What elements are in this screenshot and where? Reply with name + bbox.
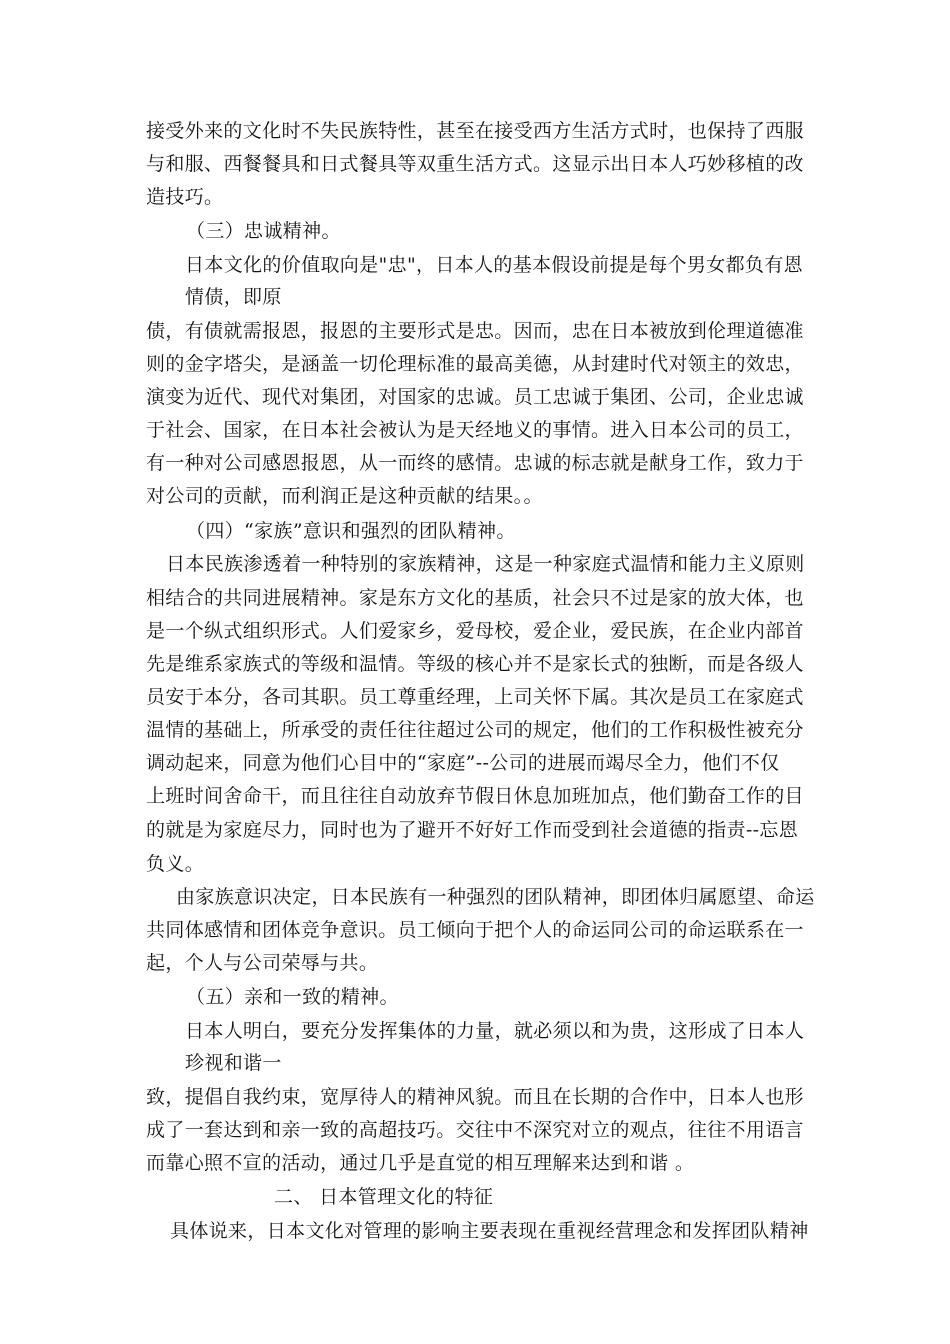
paragraph-line: 先是维系家族式的等级和温情。等级的核心并不是家长式的独断，而是各级人 <box>146 653 804 675</box>
paragraph-line: 演变为近代、现代对集团，对国家的忠诚。员工忠诚于集团、公司，企业忠诚 <box>146 386 804 408</box>
paragraph-line: 则的金字塔尖，是涵盖一切伦理标准的最高美德，从封建时代对领主的效忠， <box>146 353 804 375</box>
paragraph-line: 共同体感情和团体竞争意识。员工倾向于把个人的命运同公司的命运联系在一 <box>146 919 804 941</box>
paragraph-line: 债，有债就需报恩，报恩的主要形式是忠。因而，忠在日本被放到伦理道德准 <box>146 320 804 342</box>
paragraph-line: 员安于本分，各司其职。员工尊重经理，上司关怀下属。其次是员工在家庭式 <box>146 686 804 708</box>
paragraph-line: 日本文化的价值取向是"忠"，日本人的基本假设前提是每个男女都负有恩 <box>185 254 804 276</box>
section-heading-5: （五）亲和一致的精神。 <box>186 986 399 1008</box>
paragraph-line: 日本人明白，要充分发挥集体的力量，就必须以和为贵，这形成了日本人 <box>185 1020 805 1042</box>
section-heading-4: （四）“家族”意识和强烈的团队精神。 <box>186 520 516 542</box>
section-heading-2: 二、 日本管理文化的特征 <box>274 1186 494 1208</box>
paragraph-line: 而靠心照不宣的活动，通过几乎是直觉的相互理解来达到和谐 。 <box>146 1152 695 1174</box>
paragraph-line: 是一个纵式组织形式。人们爱家乡，爱母校，爱企业，爱民族，在企业内部首 <box>146 620 804 642</box>
paragraph-line: 于社会、国家，在日本社会被认为是天经地义的事情。进入日本公司的员工， <box>146 419 804 441</box>
paragraph-line: 的就是为家庭尽力，同时也为了避开不好好工作而受到社会道德的指责--忘恩 <box>146 819 799 841</box>
paragraph-line: 造技巧。 <box>146 186 224 208</box>
paragraph-line: 珍视和谐一 <box>185 1052 282 1074</box>
paragraph-line: 调动起来，同意为他们心目中的“家庭”--公司的进展而竭尽全力，他们不仅 <box>146 752 780 774</box>
paragraph-line: 情债，即原 <box>185 286 282 308</box>
paragraph-line: 成了一套达到和亲一致的高超技巧。交往中不深究对立的观点，往往不用语言 <box>146 1119 804 1141</box>
paragraph-line: 相结合的共同进展精神。家是东方文化的基质，社会只不过是家的放大体，也 <box>146 587 804 609</box>
paragraph-line: 致，提倡自我约束，宽厚待人的精神风貌。而且在长期的合作中，日本人也形 <box>146 1086 804 1108</box>
paragraph-line: 负义。 <box>146 853 205 875</box>
paragraph-line: 接受外来的文化时不失民族特性，甚至在接受西方生活方式时，也保持了西服 <box>146 120 804 142</box>
paragraph-line: 与和服、西餐餐具和日式餐具等双重生活方式。这显示出日本人巧妙移植的改 <box>146 153 804 175</box>
paragraph-line: 日本民族渗透着一种特别的家族精神，这是一种家庭式温情和能力主义原则 <box>166 553 805 575</box>
paragraph-line: 有一种对公司感恩报恩，从一而终的感情。忠诚的标志就是献身工作，致力于 <box>146 452 804 474</box>
paragraph-line: 由家族意识决定，日本民族有一种强烈的团队精神，即团体归属愿望、命运 <box>176 886 815 908</box>
paragraph-line: 温情的基础上，所承受的责任往往超过公司的规定，他们的工作积极性被充分 <box>146 719 804 741</box>
paragraph-line: 起，个人与公司荣辱与共。 <box>146 952 379 974</box>
section-heading-3: （三）忠诚精神。 <box>186 220 341 242</box>
paragraph-line: 对公司的贡献，而利润正是这种贡献的结果。。 <box>146 485 543 507</box>
paragraph-line: 具体说来，日本文化对管理的影响主要表现在重视经营理念和发挥团队精神 <box>170 1220 809 1242</box>
paragraph-line: 上班时间舍命干，而且往往自动放弃节假日休息加班加点，他们勤奋工作的目 <box>146 785 804 807</box>
